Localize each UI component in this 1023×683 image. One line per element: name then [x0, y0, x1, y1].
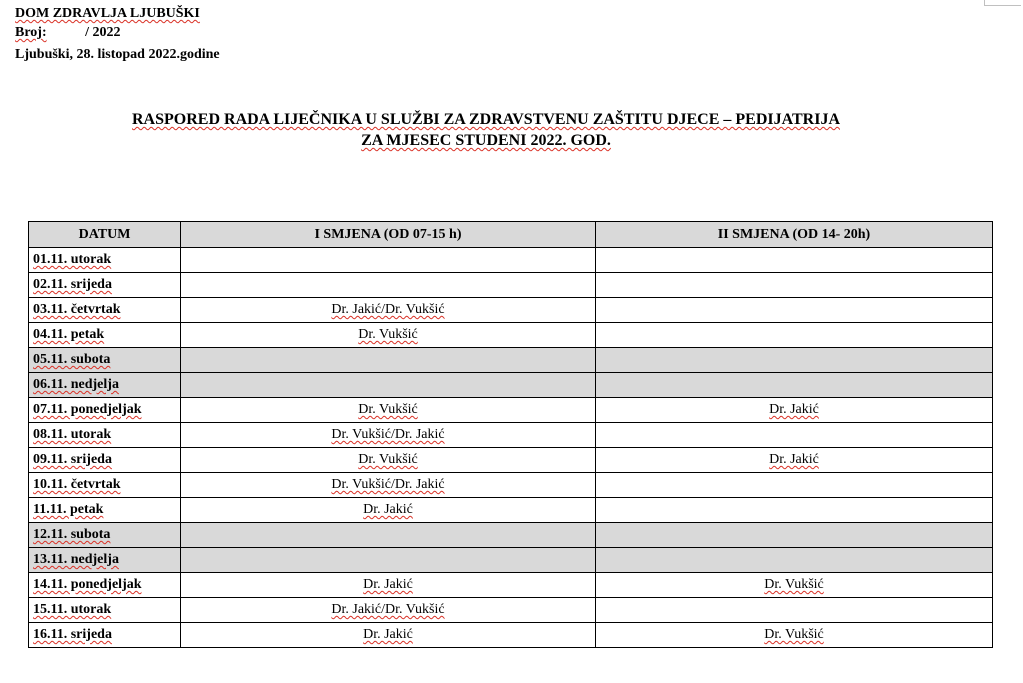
document-header: [15, 4, 220, 64]
document-title: [0, 109, 972, 151]
date-cell: 04.11. petak: [29, 323, 181, 348]
institution-name: DOM ZDRAVLJA LJUBUŠKI: [15, 6, 200, 21]
shift-1-cell: Dr. Jakić: [181, 623, 596, 648]
title-line-1: RASPORED RADA LIJEČNIKA U SLUŽBI ZA ZDRAVSTVENU ZAŠTITU DJECE – PEDIJATRIJA: [132, 111, 840, 128]
shift-1-cell: [181, 273, 596, 298]
shift-1-cell: Dr. Vukšić: [181, 323, 596, 348]
table-row: [29, 398, 993, 423]
column-header-date: DATUM: [29, 222, 181, 248]
schedule-table: [28, 221, 993, 648]
table-row: [29, 623, 993, 648]
shift-2-cell: [596, 498, 993, 523]
place-date: Ljubuški, 28. listopad 2022.godine: [15, 47, 220, 62]
shift-1-cell: Dr. Jakić: [181, 498, 596, 523]
shift-2-cell: [596, 373, 993, 398]
table-row: [29, 448, 993, 473]
table-row: [29, 273, 993, 298]
date-cell: 02.11. srijeda: [29, 273, 181, 298]
table-row: [29, 348, 993, 373]
table-header-row: [29, 222, 993, 248]
shift-2-cell: [596, 548, 993, 573]
date-cell: 01.11. utorak: [29, 248, 181, 273]
table-row: [29, 498, 993, 523]
table-row: [29, 523, 993, 548]
table-row: [29, 548, 993, 573]
shift-2-cell: [596, 423, 993, 448]
shift-2-cell: [596, 473, 993, 498]
table-row: [29, 598, 993, 623]
date-cell: 08.11. utorak: [29, 423, 181, 448]
shift-1-cell: Dr. Jakić/Dr. Vukšić: [181, 298, 596, 323]
shift-2-cell: [596, 298, 993, 323]
date-cell: 14.11. ponedjeljak: [29, 573, 181, 598]
shift-1-cell: Dr. Jakić: [181, 573, 596, 598]
title-line-2: ZA MJESEC STUDENI 2022. GOD.: [361, 132, 611, 149]
shift-1-cell: [181, 373, 596, 398]
date-cell: 05.11. subota: [29, 348, 181, 373]
shift-2-cell: [596, 248, 993, 273]
document-number: [15, 23, 220, 42]
date-cell: 03.11. četvrtak: [29, 298, 181, 323]
date-cell: 11.11. petak: [29, 498, 181, 523]
page-corner-mark: [984, 0, 1021, 6]
table-row: [29, 473, 993, 498]
column-header-shift-2: II SMJENA (OD 14- 20h): [596, 222, 993, 248]
number-value: / 2022: [85, 25, 121, 40]
table-row: [29, 423, 993, 448]
column-header-shift-1: I SMJENA (OD 07-15 h): [181, 222, 596, 248]
shift-2-cell: [596, 348, 993, 373]
date-cell: 09.11. srijeda: [29, 448, 181, 473]
shift-1-cell: [181, 248, 596, 273]
shift-1-cell: Dr. Jakić/Dr. Vukšić: [181, 598, 596, 623]
table-row: [29, 573, 993, 598]
shift-2-cell: Dr. Jakić: [596, 398, 993, 423]
shift-1-cell: Dr. Vukšić/Dr. Jakić: [181, 473, 596, 498]
shift-1-cell: Dr. Vukšić/Dr. Jakić: [181, 423, 596, 448]
table-row: [29, 373, 993, 398]
date-cell: 15.11. utorak: [29, 598, 181, 623]
date-cell: 07.11. ponedjeljak: [29, 398, 181, 423]
table-row: [29, 298, 993, 323]
number-label: Broj:: [15, 25, 47, 40]
date-cell: 06.11. nedjelja: [29, 373, 181, 398]
table-row: [29, 323, 993, 348]
table-row: [29, 248, 993, 273]
shift-1-cell: [181, 523, 596, 548]
shift-2-cell: Dr. Vukšić: [596, 623, 993, 648]
shift-2-cell: [596, 523, 993, 548]
shift-1-cell: [181, 348, 596, 373]
date-cell: 16.11. srijeda: [29, 623, 181, 648]
shift-1-cell: [181, 548, 596, 573]
shift-2-cell: [596, 598, 993, 623]
date-cell: 10.11. četvrtak: [29, 473, 181, 498]
date-cell: 13.11. nedjelja: [29, 548, 181, 573]
shift-2-cell: Dr. Vukšić: [596, 573, 993, 598]
date-cell: 12.11. subota: [29, 523, 181, 548]
shift-2-cell: Dr. Jakić: [596, 448, 993, 473]
shift-2-cell: [596, 273, 993, 298]
shift-1-cell: Dr. Vukšić: [181, 398, 596, 423]
shift-2-cell: [596, 323, 993, 348]
shift-1-cell: Dr. Vukšić: [181, 448, 596, 473]
